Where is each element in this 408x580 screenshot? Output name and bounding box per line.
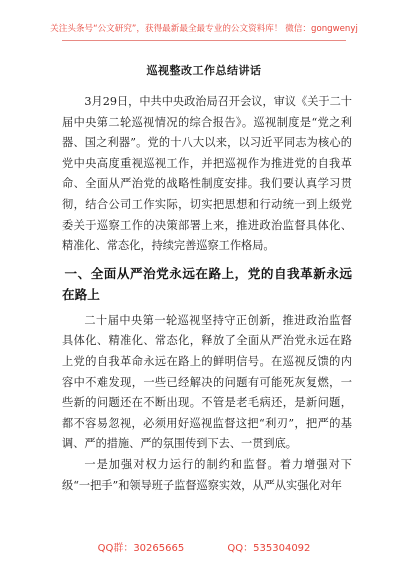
footer-contact: [0, 539, 408, 554]
header-divider: [62, 40, 346, 41]
section-heading: 一、全面从严治党永远在路上，党的自我革新永远在路上: [62, 265, 352, 302]
document-title: 巡视整改工作总结讲话: [146, 64, 262, 77]
document-body: [62, 92, 352, 496]
footer-qq-group: QQ群：30265665: [97, 543, 185, 554]
header-promo-note: 关注头条号“公文研究”，获得最新最全最专业的公文资料库！ 微信：gongwenyj: [50, 24, 358, 34]
section-paragraph: 二十届中央第一轮巡视坚持守正创新，推进政治监督具体化、精准化、常态化，释放了全面从严治党永远在路上党的自我革命永远在路上的鲜明信号。在巡视反馈的内容中不难发现，一些已经解决的问题有可能死灰复燃，一些新的问题还在不断出现。不管是老毛病还，是新问题，都不容易忽视，必须用好巡视监督这把“利刃”，把严的基调、严的措施、严的氛围传到下去、一贯到底。: [62, 313, 352, 451]
footer-qq-number: QQ：535304092: [227, 543, 311, 554]
intro-paragraph: 3月29日，中共中央政治局召开会议，审议《关于二十届中央第二轮巡视情况的综合报告》。巡视制度是“党之利器、国之利器”。党的十八大以来，以习近平同志为核心的党中央高度重视巡视工作，并把巡视作为推进党的自我革命、全面从严治党的战略性制度安排。我们要认真学习贯彻，结合公司工作实际，切实把思想和行动统一到上级党委关于巡察工作的决策部署上来，推进政治监督具体化、精准化、常态化，持续完善巡察工作格局。: [62, 95, 352, 253]
section-paragraph: 一是加强对权力运行的制约和监督。着力增强对下级“一把手”和领导班子监督巡察实效，从严从实强化对年: [62, 457, 352, 492]
